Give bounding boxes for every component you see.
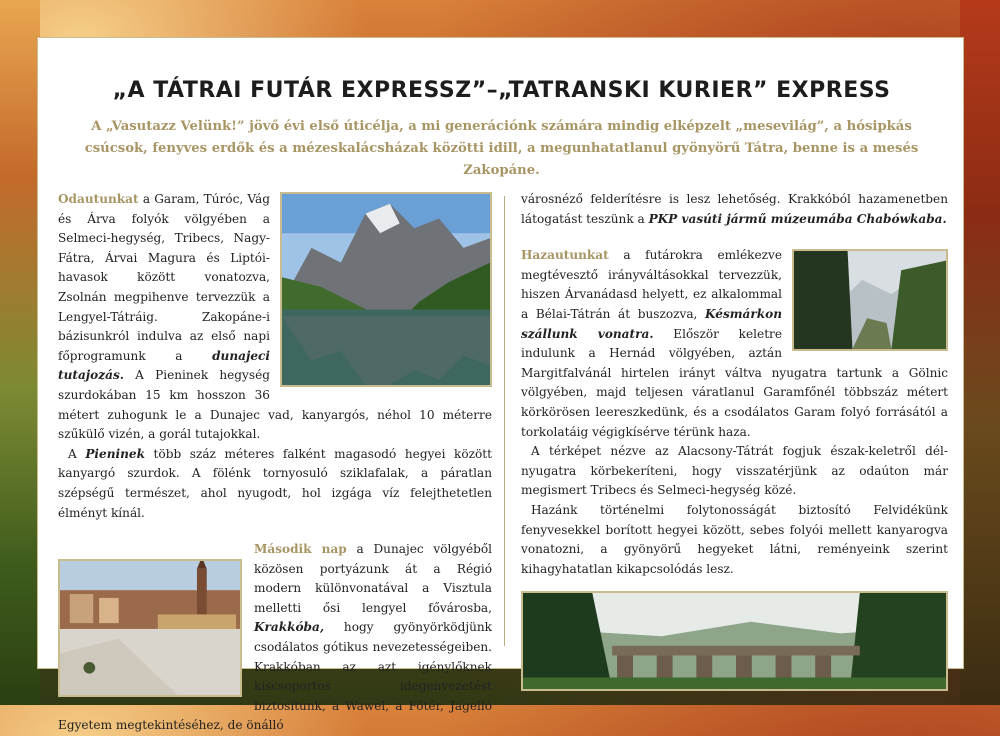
highlight-museum: PKP vasúti jármű múzeumába Chabówkaba.	[648, 211, 947, 226]
highlight-dunajec-rafting: dunajeci tutajozás.	[58, 348, 270, 383]
river-valley-photo	[792, 249, 948, 351]
column-divider	[504, 196, 505, 646]
background-photo-right	[960, 0, 1000, 705]
highlight-pieniny: Pieninek	[85, 446, 145, 461]
paragraph-second-day: Második nap a Dunajec völgyéből közösen portyázunk át a Régió modern különvonatával a Visztula melletti ősi lengyel fővárosba, Krakkóba, hogy gyönyörködjünk csodálatos gótikus nevezetességeiben. Krakkóban az azt igénylőknek kiscsoportos idegenvezetést biztosítunk, a Wawel, a Főtér, Jagelló Egyetem megtekintéséhez, de önálló	[58, 542, 493, 733]
tatra-lake-photo	[280, 192, 492, 387]
right-column	[521, 190, 948, 660]
keyword-outbound: Odautunkat	[58, 192, 139, 206]
content-panel	[37, 37, 964, 733]
page-title: „A TÁTRAI FUTÁR EXPRESSZ”–„TATRANSKI KURIER” EXPRESS	[112, 78, 891, 103]
paragraph-homebound: Hazautunkat a futárokra emlékezve megtévesztő irányváltásokkal tervezzük, hiszen Árvanádasd helyett, ez alkalommal a Bélai-Tátrán át buszozva, Késmárkon szállunk vonatra. Először keletre indulunk a Hernád völgyében, aztán Margitfalvánál hirtelen irányt váltva nyugatra tartunk a Gölnic völgyében, majd teljesen váratlanul Garamfőnél többszáz métert körkörösen leereszkedünk, és a csodálatos Garam folyó forrásától a torkolatáig végigkísérve térünk haza.	[521, 248, 948, 439]
paragraph-outbound: Odautunkat a Garam, Túróc, Vág és Árva folyók völgyében a Selmeci-hegység, Tribecs, Nagy-Fátra, Árvai Magura és Liptói-havasok között vonatozva, Zsolnán megpihenve tervezzük a Lengyel-Tátráig. Zakopáne-i bázisunkról indulva az első napi főprogramunk a dunajeci tutajozás. A Pieninek hegység szurdokában 15 km hosszon 36 métert zuhogunk le a Dunajec vad, kanyargós, néhol 10 méterre szűkülő vizén, a gorál tutajokkal.	[58, 192, 492, 442]
left-column	[58, 190, 493, 733]
viaduct-photo	[521, 591, 948, 691]
paragraph-chabowka: városnéző felderítésre is lesz lehetőség. Krakkóból hazamenetben látogatást teszünk a PKP vasúti jármű múzeumába Chabówkaba.	[521, 192, 948, 226]
paragraph-closing: Hazánk történelmi folytonosságát biztosító Felvidékünk fenyvesekkel borított hegyei között, sebes folyói mellett kanyarogva vonatozni, a gyönyörű hegyeket látni, reményeink szerint kihagyhatatlan kikapcsolódás lesz.	[521, 502, 948, 576]
background-photo-left	[0, 0, 40, 705]
highlight-kesmark: Késmárkon szállunk vonatra.	[521, 306, 782, 341]
paragraph-pieniny: A Pieninek több száz méteres falként magasodó hegyei között kanyargó szurdok. A fölénk tornyosuló sziklafalak, a páratlan szépségű természet, ahol nyugodt, hol izgága víz felejthetetlen élményt kínál.	[58, 446, 492, 520]
keyword-homebound: Hazautunkat	[521, 248, 609, 263]
paragraph-map: A térképet nézve az Alacsony-Tátrát fogjuk észak-keletről dél-nyugatra körbekeríteni, hogy visszatérjünk az odaúton már megismert Tribecs és Selmeci-hegység közé.	[521, 444, 948, 498]
highlight-krakow: Krakkóba,	[254, 620, 325, 635]
lead-paragraph: A „Vasutazz Velünk!” jövő évi első úticélja, a mi generációnk számára mindig elképzelt „mesevilág”, a hósipkás csúcsok, fenyves erdők és a mézeskalácsházak közötti idill, a megunhatatlanul gyönyörű Tátra, benne is a mesés Zakopáne.	[84, 119, 919, 178]
keyword-second-day: Második nap	[254, 542, 347, 557]
krakow-square-photo	[58, 559, 242, 697]
